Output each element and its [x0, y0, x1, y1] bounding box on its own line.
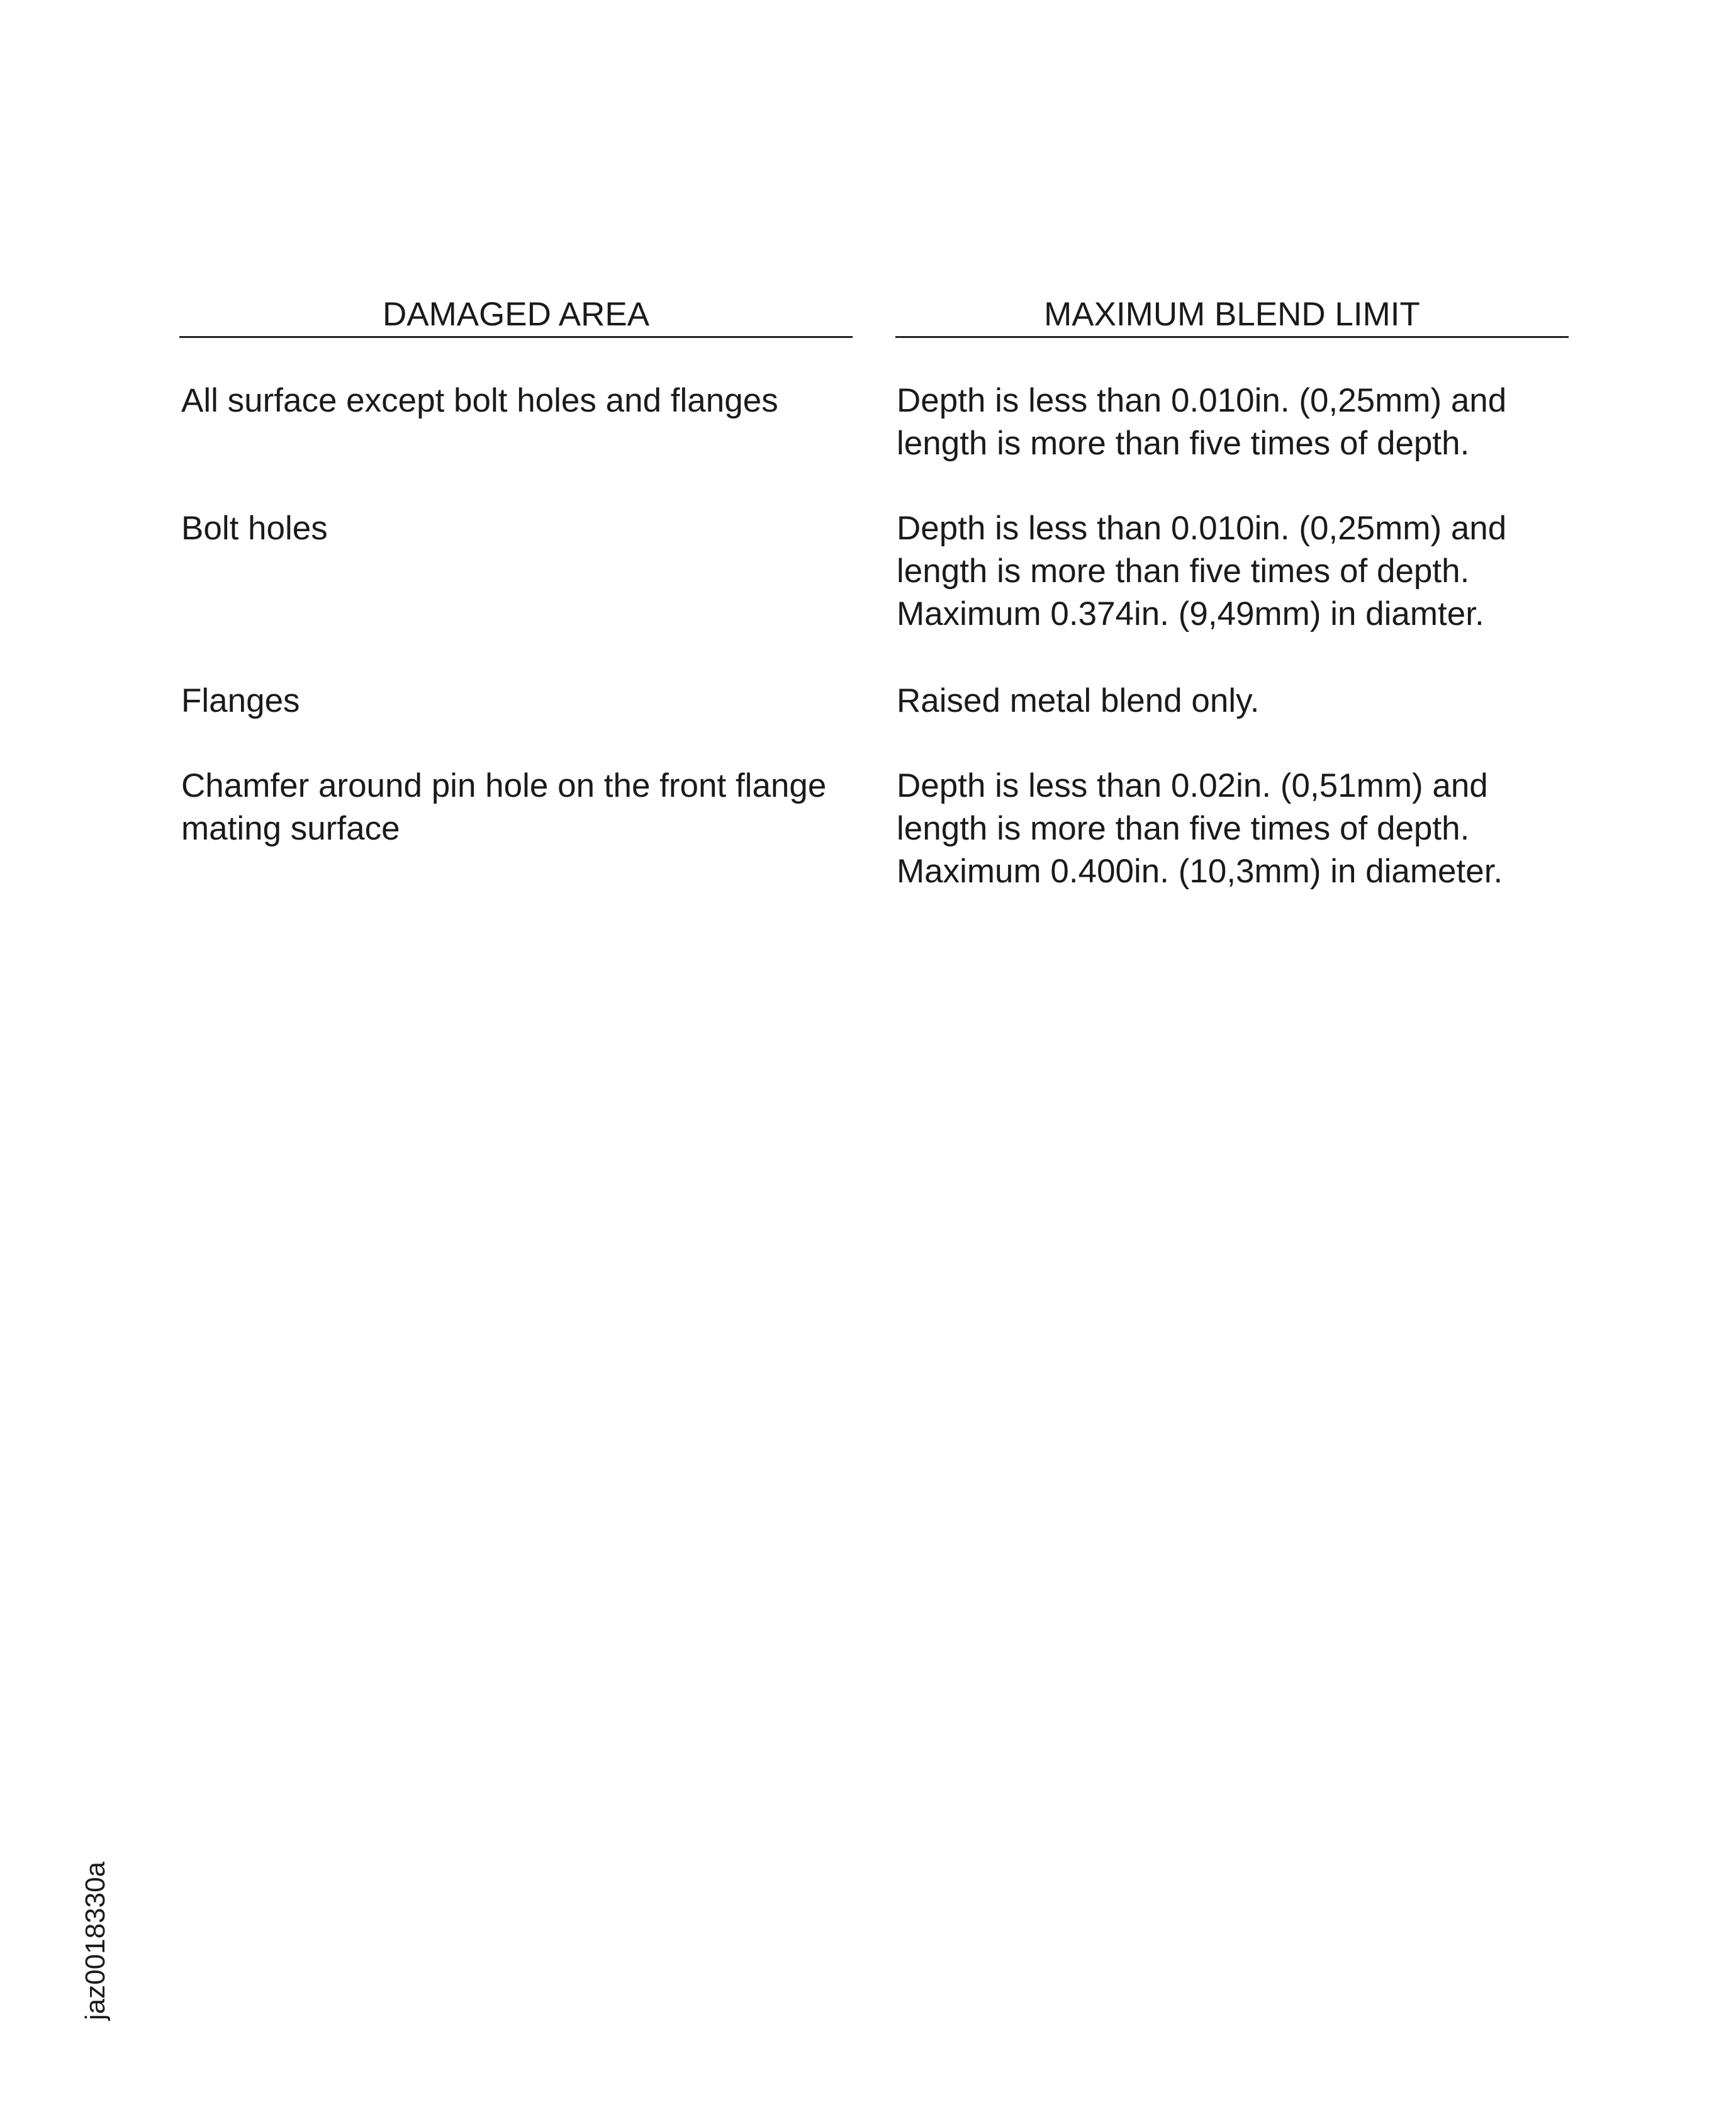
row-4-limit: Depth is less than 0.02in. (0,51mm) and length is more than five times of depth. Maximum 0.400in. (10,3mm) in diameter.	[897, 767, 1503, 890]
row-2-area: Bolt holes	[181, 510, 328, 547]
row-1-limit: Depth is less than 0.010in. (0,25mm) and length is more than five times of depth.	[897, 382, 1507, 462]
figure-code: jaz0018330a	[80, 1861, 111, 2020]
header-damaged-area: DAMAGED AREA	[179, 296, 853, 338]
header-maximum-blend-limit: MAXIMUM BLEND LIMIT	[895, 296, 1569, 338]
row-3-area: Flanges	[181, 682, 300, 719]
row-4-area: Chamfer around pin hole on the front flange mating surface	[181, 767, 827, 847]
row-2-limit: Depth is less than 0.010in. (0,25mm) and length is more than five times of depth. Maximum 0.374in. (9,49mm) in diamter.	[897, 510, 1507, 633]
row-1-area: All surface except bolt holes and flanges	[181, 382, 778, 419]
row-3-limit: Raised metal blend only.	[897, 682, 1260, 719]
